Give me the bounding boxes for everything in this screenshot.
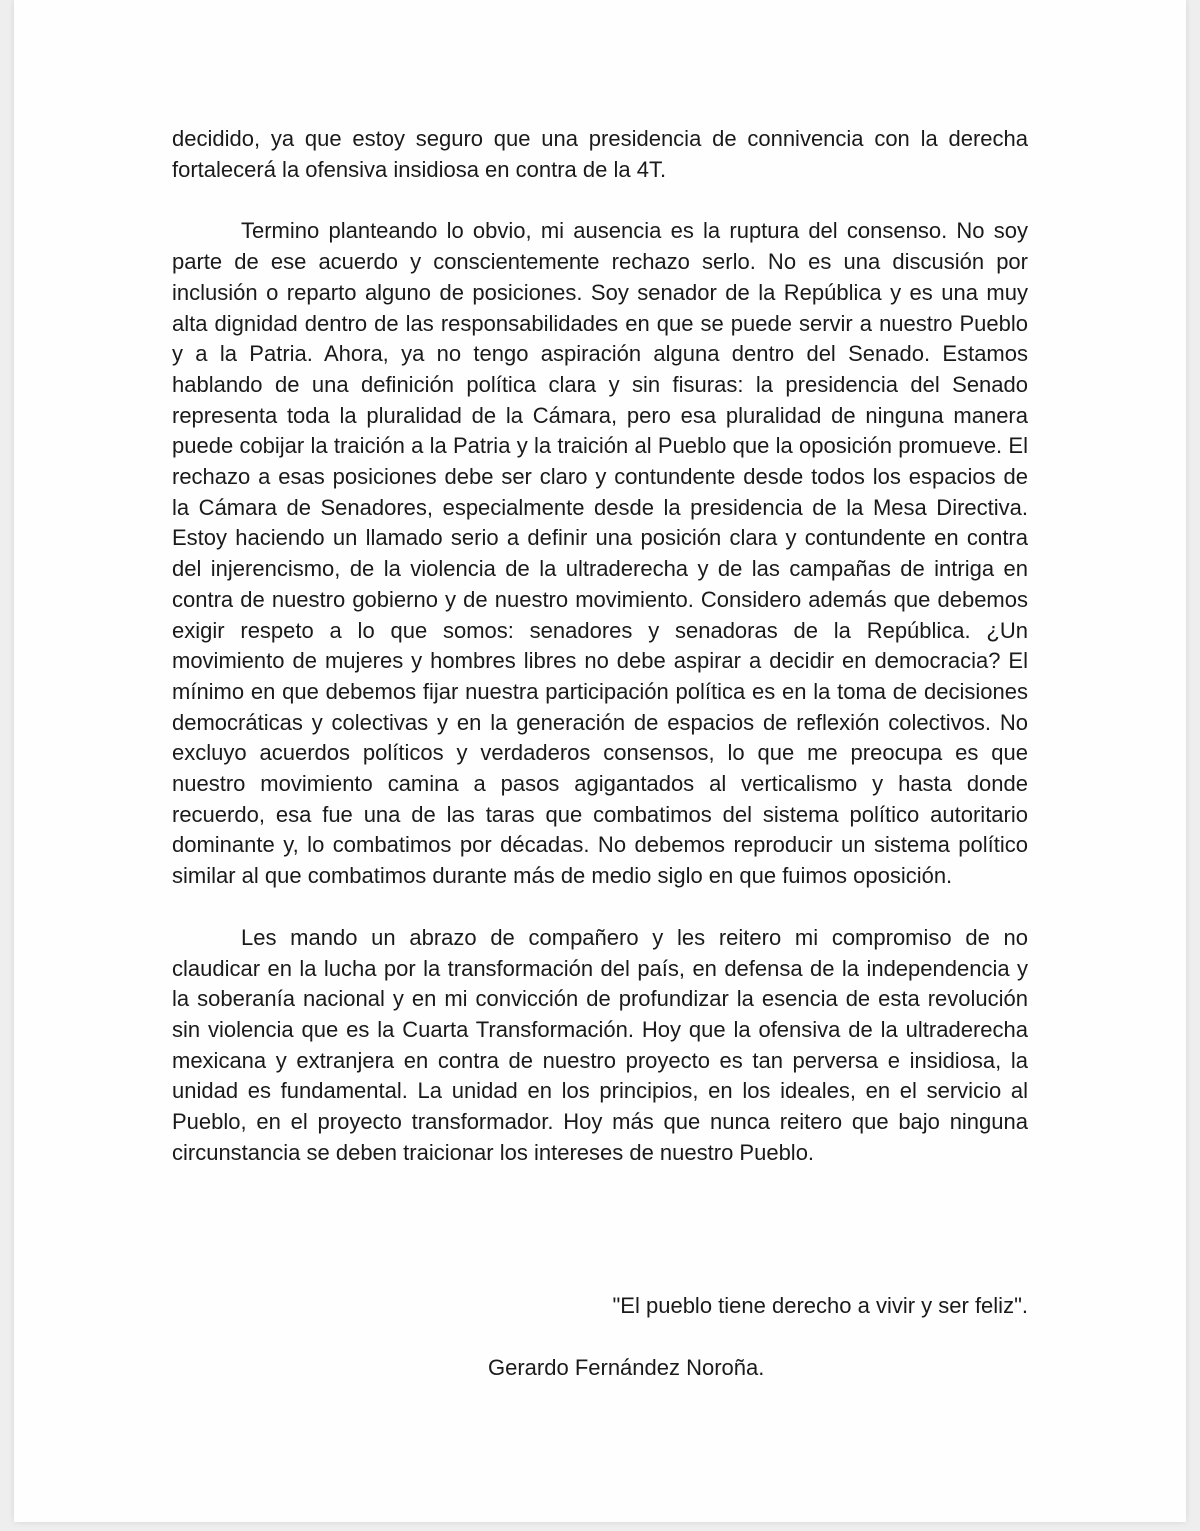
- paragraph-gap: [172, 185, 1028, 216]
- letter-body: [172, 124, 1028, 1169]
- paragraph-closing: Les mando un abrazo de compañero y les reitero mi compromiso de no claudicar en la lucha por la transformación del país, en defensa de la independencia y la soberanía nacional y en mi convicción de profundizar la esencia de esta revolución sin violencia que es la Cuarta Transformación. Hoy que la ofensiva de la ultraderecha mexicana y extranjera en contra de nuestro proyecto es tan perversa e insidiosa, la unidad es fundamental. La unidad en los principios, en los ideales, en el servicio al Pueblo, en el proyecto transformador. Hoy más que nunca reitero que bajo ninguna circunstancia se deben traicionar los intereses de nuestro Pueblo.: [172, 924, 1028, 1165]
- paragraph-consensus: Termino planteando lo obvio, mi ausencia es la ruptura del consenso. No soy parte de ese acuerdo y conscientemente rechazo serlo. No es una discusión por inclusión o reparto alguno de posiciones. Soy senador de la República y es una muy alta dignidad dentro de las responsabilidades en que se puede servir a nuestro Pueblo y a la Patria. Ahora, ya no tengo aspiración alguna dentro del Senado. Estamos hablando de una definición política clara y sin fisuras: la presidencia del Senado representa toda la pluralidad de la Cámara, pero esa pluralidad de ninguna manera puede cobijar la traición a la Patria y la traición al Pueblo que la oposición promueve. El rechazo a esas posiciones debe ser claro y contundente desde todos los espacios de la Cámara de Senadores, especialmente desde la presidencia de la Mesa Directiva. Estoy haciendo un llamado serio a definir una posición clara y contundente en contra del injerencismo, de la violencia de la ultraderecha y de las campañas de intriga en contra de nuestro gobierno y de nuestro movimiento. Considero además que debemos exigir respeto a lo que somos: senadores y senadoras de la República. ¿Un movimiento de mujeres y hombres libres no debe aspirar a decidir en democracia? El mínimo en que debemos fijar nuestra participación política es en la toma de decisiones democráticas y colectivas y en la generación de espacios de reflexión colectivos. No excluyo acuerdos políticos y verdaderos consensos, lo que me preocupa es que nuestro movimiento camina a pasos agigantados al verticalismo y hasta donde recuerdo, esa fue una de las taras que combatimos del sistema político autoritario dominante y, lo combatimos por décadas. No debemos reproducir un sistema político similar al que combatimos durante más de medio siglo en que fuimos oposición.: [172, 218, 1028, 889]
- paragraph-continuation: decidido, ya que estoy seguro que una presidencia de connivencia con la derecha fortalecerá la ofensiva insidiosa en contra de la 4T.: [172, 126, 1028, 182]
- signature-name: Gerardo Fernández Noroña.: [488, 1355, 765, 1380]
- motto-quote: "El pueblo tiene derecho a vivir y ser feliz".: [612, 1293, 1028, 1318]
- paragraph-gap: [172, 892, 1028, 923]
